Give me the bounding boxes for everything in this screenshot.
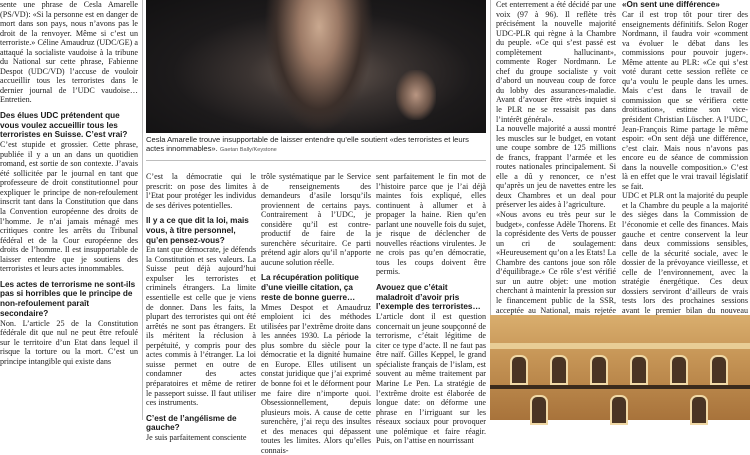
paragraph: C’est stupide et grossier. Cette phrase, publiée il y a un an dans un quotidien romand, est sortie de son contexte. J’avais été sollicitée par le journal en tant que professeure de droit constitutionnel pour expliquer le principe de non-refoulement inscrit tant dans la Constitution que dans la Convention européenne des droits de l’homme. Je n’ai jamais ménagé mes critiques contre les arrêts du Tribunal fédéral et de la Cour européenne des droits de l’homme. Il est insupportable de laisser entendre que je soutiens des terroristes et leurs actes innommables.: [0, 140, 138, 274]
photo-subject: [264, 0, 374, 133]
window: [510, 355, 528, 385]
paragraph: Mmes Despot et Amaudruz emploient ici des méthodes utilisées par l’extrême droite dans les années 1930. La période la plus sombre du siècle pour la démocratie et la dignité humaine en Europe. Elles utilisent un constat juridique que j’ai exprimé de bonne foi et le déforment pour me faire dire n’importe quoi. Obsessionnellement, depuis plusieurs mois. A cause de cette surenchère, j’ai reçu des insultes et des menaces qui dépassent toutes les limites. Alors qu’elles connais-: [261, 302, 371, 455]
photo-hand: [396, 70, 436, 120]
interview-question: Avouez que c’était maladroit d’avoir pris l’exemple des terroristes…: [376, 283, 481, 312]
paragraph: Non. L’article 25 de la Constitution fédérale dit que nul ne peut être refoulé sur le territoire d’un Etat dans lequel il risque la torture ou la mort. C’est un principe intangible qui existe dans: [0, 318, 138, 366]
paragraph: Je suis parfaitement consciente: [146, 433, 247, 442]
paragraph: trôle systématique par le Service de renseignements des demandeurs d’asile lorsqu’ils proviennent de certains pays. Contrairement à l’UDC, je considère qu’il est contre-productif de faire de la surenchère sécuritaire. Ce parti prétend agir alors qu’il n’apporte aucune solution réelle.: [261, 172, 371, 267]
interview-question: Il y a ce que dit la loi, mais vous, à titre personnel, qu’en pensez-vous?: [146, 216, 249, 245]
paragraph: L’article dont il est question concernait un jeune soupçonné de terrorisme, c’était légitime de citer ce type d’acte. Il ne faut pas être naïf. Gilles Keppel, le grand spécialiste français de l’islam, est souvent au même traitement par Marine Le Pen. La stratégie de l’extrême droite est élaborée de longue date: on déforme une phrase en l’irriguant sur les réseaux sociaux pour provoquer une polémique et faire réagir. Puis, on l’attise en nourrissant: [376, 312, 486, 446]
paragraph: Cet enterrement a été décidé par une voix (97 à 96). Il reflète très précisément la nouvelle majorité UDC-PLR qui règne à la Chambre du peuple. «Ce qui s’est passé est complètement hallucinant», commente Roger Nordmann. Le chef du groupe socialiste y voit d’abord un nouveau coup de force du lobby des assurances-maladie. Avant d’avouer être «très inquiet si le PLR ne se ressaisit pas dans l’intérêt général».: [496, 0, 616, 124]
interview-question: C’est de l’angélisme de gauche?: [146, 413, 237, 433]
window: [630, 355, 648, 385]
article-column-1: [0, 0, 138, 420]
paragraph: sent parfaitement le fin mot de l’histoire parce que je l’ai déjà maintes fois expliqué, elles continuent à allumer et à propager la haine. Rien qu’en parlant une nouvelle fois du sujet, je risque de déclencher de nouvelles réactions virulentes. Je ne crois pas qu’en démocratie, tous les coups doivent être permis.: [376, 172, 486, 277]
window: [550, 355, 568, 385]
paragraph: C’est la démocratie qui le prescrit: on pose des limites à l’Etat pour protéger les individus de ses dérives potentielles.: [146, 172, 256, 210]
paragraph: La nouvelle majorité a aussi montré les muscles sur le budget, en votant une coupe sombre de 125 millions de francs, frappant l’armée et les routes nationales principalement. Si elle a dû y renoncer, ce n’est qu’après un jeu de navettes entre les deux Chambres et un deal pour préserver les aides à l’agriculture.: [496, 124, 616, 210]
window: [710, 355, 728, 385]
article-column-2: [146, 172, 256, 442]
interview-question: Les actes de terrorisme ne sont-ils pas si horribles que le principe de non-refoulement paraît secondaire?: [0, 279, 136, 318]
window: [590, 355, 608, 385]
photo-credit: Gaetan Bally/Keystone: [219, 147, 277, 154]
window: [670, 355, 688, 385]
column-divider: [490, 0, 491, 315]
building-balcony: [490, 385, 750, 389]
building-photo: [490, 315, 750, 420]
window: [610, 395, 628, 425]
caption-divider: [146, 160, 486, 161]
article-column-6: [622, 0, 748, 315]
photo-caption: [146, 135, 486, 156]
interview-question: Des élues UDC prétendent que vous voulez accueillir tous les terroristes en Suisse. C’est vrai?: [0, 111, 128, 140]
caption-text: Cesla Amarelle trouve insupportable de laisser entendre qu’elle soutient «des terroristes et leurs actes innommables».: [146, 135, 469, 154]
window: [530, 395, 548, 425]
paragraph: Car il est trop tôt pour tirer des enseignements définitifs. Selon Roger Nordmann, il faudra voir «comment va évoluer le débat dans les commissions pour pouvoir juger». Même attente au PLR: «Ce qui s’est voté durant cette session reflète ce qu’a voulu le peuple dans les urnes. Mais c’est dans le travail de commission que se vérifiera cette droitisation», estime son vice-président Christian Lüscher. A l’UDC, Jean-François Rime partage le même espoir: «On sent déjà une différence, c’est clair. Mais nous n’avons pas encore eu de séance de commission dans la nouvelle composition.» C’est là en effet que le vrai travail législatif se fait.: [622, 10, 748, 191]
window: [690, 395, 708, 425]
column-divider: [142, 0, 143, 420]
article-column-3: [261, 172, 371, 455]
paragraph: UDC et PLR ont la majorité du peuple et la Chambre du peuple a la majorité des sièges dans la Commission de l’économie et celle des finances. Mais gauche et centre conservent la leur dans deux commissions sensibles, celle de la sécurité sociale, avec le dossier de la prévoyance vieillesse, et celle de l’environnement, avec la stratégie énergétique. Ces deux dossiers serviront d’ailleurs de vrais tests lors des prochaines sessions avant le premier bilan du nouveau: [622, 191, 748, 315]
portrait-photo: [146, 0, 486, 133]
article-column-5: [496, 0, 616, 315]
article-column-4: [376, 172, 486, 446]
section-subheading: «On sent une différence»: [622, 0, 720, 9]
paragraph: «Nous avons eu très peur sur le budget», confesse Adèle Thorens. Et la coprésidente des Verts de pousser un cri de soulagement: «Heureusement qu’on a les Etats! La Chambre des cantons joue son rôle d’équilibrage.» Ce rôle s’est vérifié sur un autre objet: une motion cherchant à maintenir la pression sur le financement public de la SSR, acceptée au National, mais rejetée: [496, 210, 616, 315]
paragraph: sente une phrase de Cesla Amarelle (PS/VD): «Si la personne est en danger de mort dans son pays, nous n’avons pas le droit de la renvoyer. Même si c’est un terroriste.» Céline Amaudruz (UDC/GE) a attaqué la socialiste vaudoise à la tribune du National sur cette phrase, Fabienne Despot (UDC/VD) l’accuse de vouloir accueillir tous les terroristes dans le dernier journal de l’UDC vaudoise… Entretien.: [0, 0, 138, 105]
building-cornice: [490, 343, 750, 349]
interview-question: La récupération politique d’une vieille citation, ça reste de bonne guerre…: [261, 273, 359, 302]
paragraph: En tant que démocrate, je défends la Constitution et ses valeurs. La Suisse peut déjà aujourd’hui expulser les terroristes et criminels étrangers. La limite essentielle est celle que je viens de donner. Dans les faits, la plupart des terroristes qui ont été arrêtés ne sont pas étrangers. Et ils méritent la réclusion à perpétuité, y compris pour des actes commis à l’étranger. La loi suisse permet en outre de condamner des actes préparatoires et même de retirer le passeport suisse. Il faut utiliser ces instruments.: [146, 245, 256, 408]
